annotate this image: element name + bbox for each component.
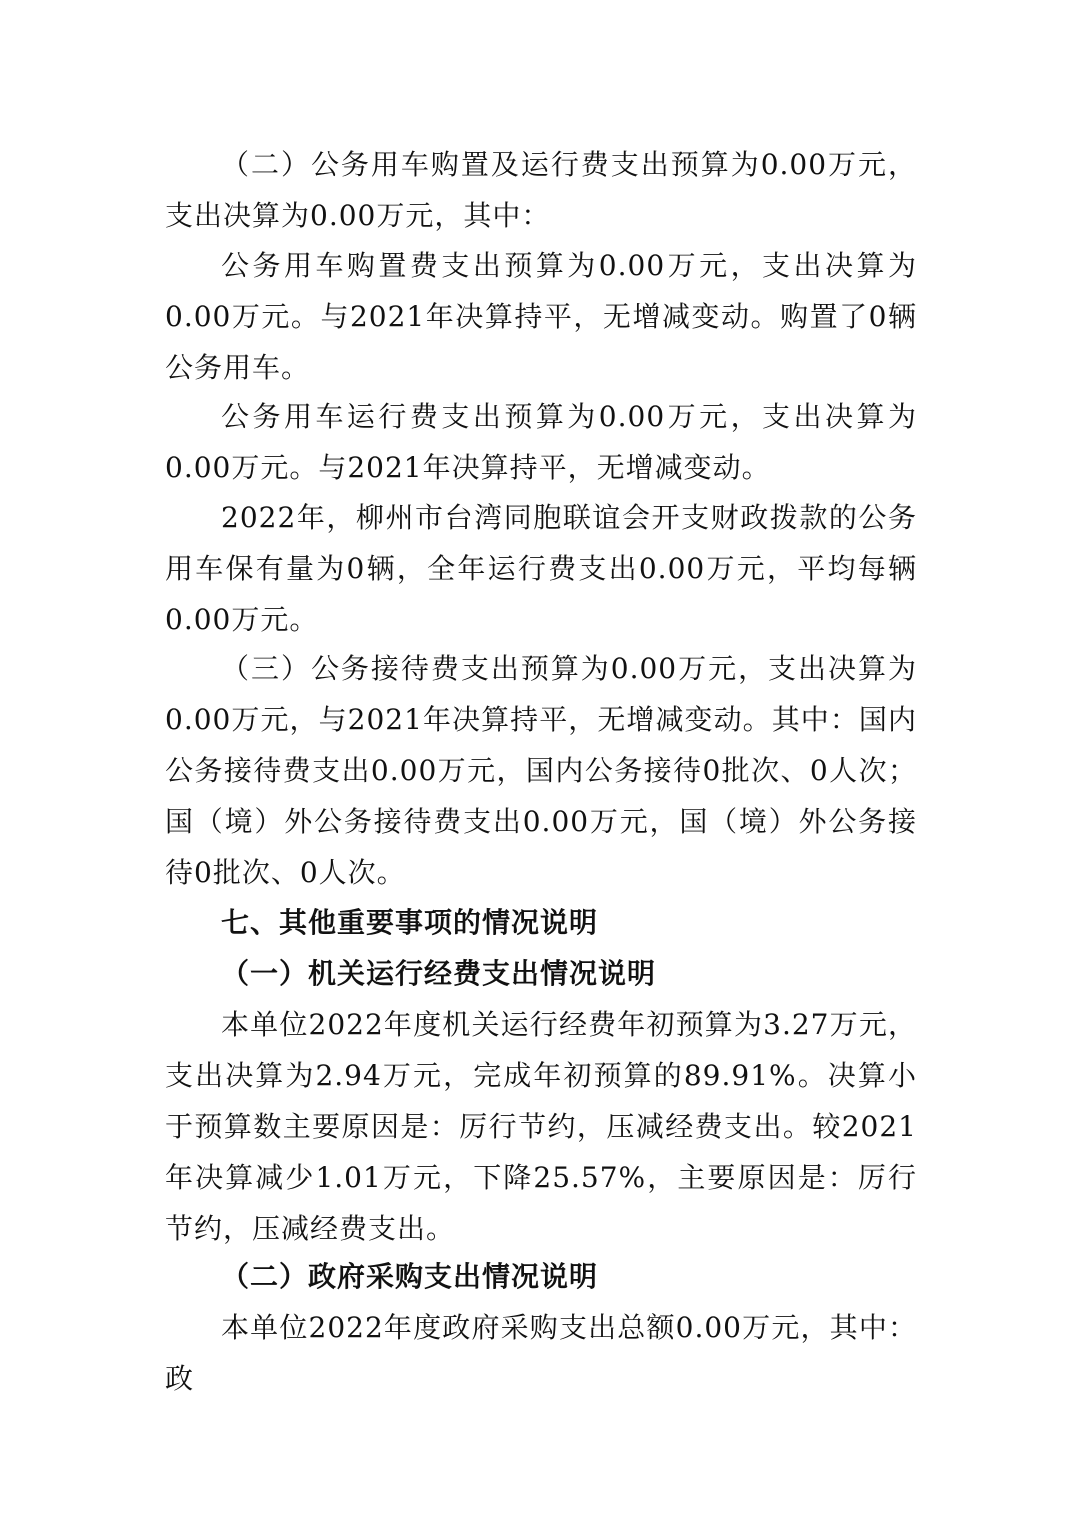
subheading-procurement: （二）政府采购支出情况说明 — [221, 1260, 599, 1293]
paragraph-reception: （三）公务接待费支出预算为0.00万元，支出决算为0.00万元，与2021年决算持平，无增减变动。其中：国内公务接待费支出0.00万元，国内公务接待0批次、0人次；国（境）外公务接待费支出0.00万元，国（境）外公务接待0批次、0人次。 — [165, 652, 917, 889]
section-heading-other-matters: 七、其他重要事项的情况说明 — [221, 906, 599, 939]
subheading-operating-expenses: （一）机关运行经费支出情况说明 — [221, 957, 657, 990]
paragraph-vehicle-total: （二）公务用车购置及运行费支出预算为0.00万元，支出决算为0.00万元，其中： — [165, 148, 917, 232]
paragraph-operating-expenses: 本单位2022年度机关运行经费年初预算为3.27万元，支出决算为2.94万元，完成年初预算的89.91%。决算小于预算数主要原因是：厉行节约，压减经费支出。较2021年决算减少1.01万元，下降25.57%，主要原因是：厉行节约，压减经费支出。 — [165, 1008, 917, 1245]
paragraph-procurement: 本单位2022年度政府采购支出总额0.00万元，其中：政 — [165, 1311, 917, 1395]
paragraph-vehicle-purchase: 公务用车购置费支出预算为0.00万元，支出决算为0.00万元。与2021年决算持平，无增减变动。购置了0辆公务用车。 — [165, 249, 917, 384]
paragraph-vehicle-count: 2022年，柳州市台湾同胞联谊会开支财政拨款的公务用车保有量为0辆，全年运行费支出0.00万元，平均每辆0.00万元。 — [165, 501, 917, 636]
paragraph-vehicle-operation: 公务用车运行费支出预算为0.00万元，支出决算为0.00万元。与2021年决算持平，无增减变动。 — [165, 400, 917, 484]
